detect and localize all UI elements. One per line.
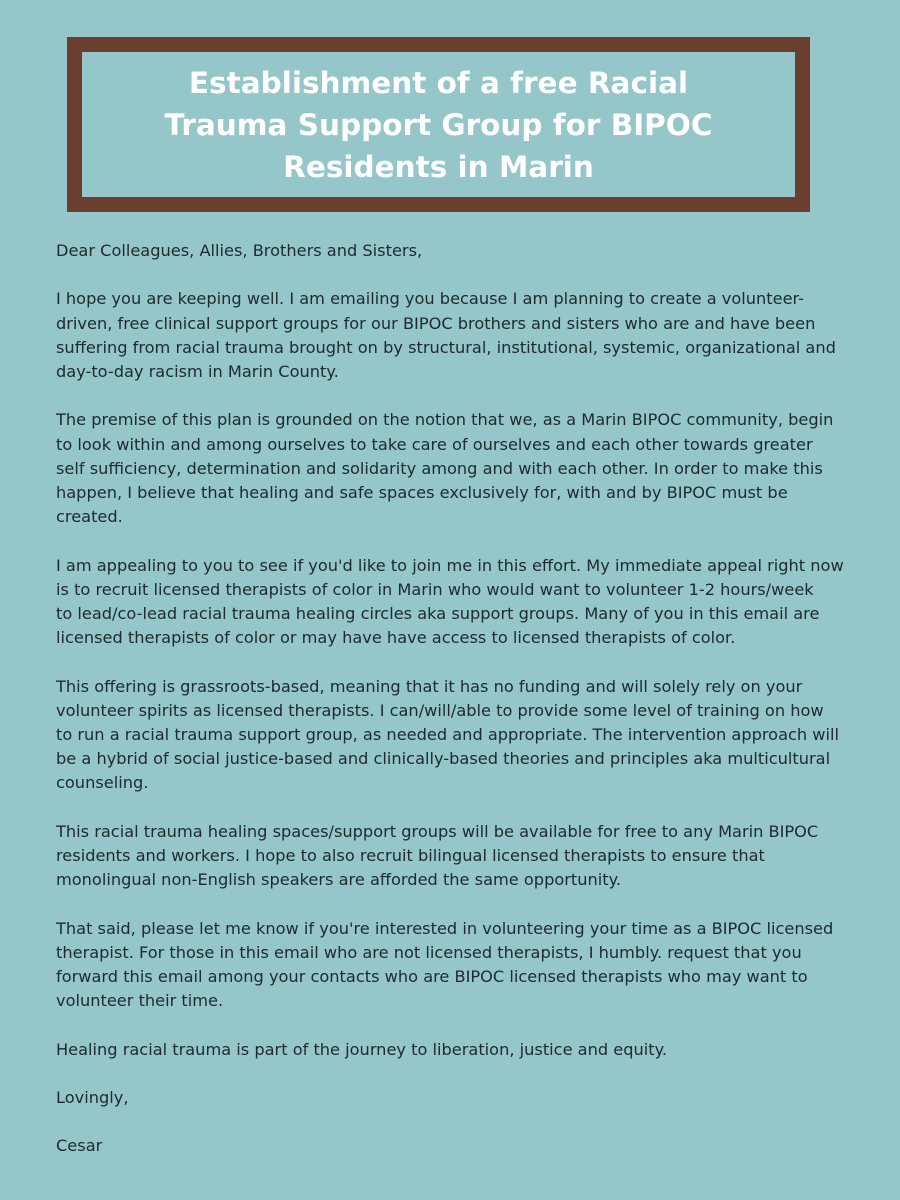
paragraph-line: day-to-day racism in Marin County. [56, 362, 339, 381]
signature [56, 1134, 856, 1158]
paragraph-line: counseling. [56, 773, 149, 793]
paragraph-line: licensed therapists of color or may have have access to licensed therapists of color. [56, 628, 736, 648]
paragraph-line: That said, please let me know if you're interested in volunteering your time as a BIPOC licensed [56, 918, 834, 938]
paragraph-6 [56, 917, 856, 1014]
title-line-3: Residents in Marin [283, 149, 594, 184]
paragraph-line: to look within and among ourselves to take care of ourselves and each other towards greater [56, 434, 813, 454]
paragraph-line: self sufficiency, determination and solidarity among and with each other. In order to make this [56, 458, 823, 478]
title-line-1: Establishment of a free Racial [188, 65, 689, 100]
paragraph-line: to lead/co-lead racial trauma healing circles aka support groups. Many of you in this email are [56, 604, 820, 623]
paragraph-line: driven, free clinical support groups for our BIPOC brothers and sisters who are and have been [56, 313, 816, 333]
paragraph-line: monolingual non-English speakers are afforded the same opportunity. [56, 870, 622, 890]
paragraph-line: This offering is grassroots-based, meaning that it has no funding and will solely rely on your [56, 676, 803, 696]
paragraph-1 [56, 287, 856, 384]
paragraph-line: created. [56, 507, 123, 527]
paragraph-line: This racial trauma healing spaces/support groups will be available for free to any Marin BIPOC [56, 821, 819, 841]
closing [56, 1086, 856, 1110]
paragraph-line: forward this email among your contacts who are BIPOC licensed therapists who may want to [56, 967, 808, 986]
paragraph-7 [56, 1038, 856, 1062]
title-banner [67, 37, 810, 212]
paragraph-line: volunteer their time. [56, 991, 224, 1011]
closing-text: Lovingly, [56, 1087, 129, 1107]
paragraph-line: Healing racial trauma is part of the journey to liberation, justice and equity. [56, 1039, 668, 1059]
paragraph-line: The premise of this plan is grounded on the notion that we, as a Marin BIPOC community, begin [56, 410, 834, 430]
paragraph-line: to run a racial trauma support group, as needed and appropriate. The intervention approach will [56, 725, 840, 744]
paragraph-line: is to recruit licensed therapists of color in Marin who would want to volunteer 1-2 hours/week [56, 579, 814, 599]
paragraph-2 [56, 408, 856, 529]
paragraph-line: happen, I believe that healing and safe spaces exclusively for, with and by BIPOC must be [56, 483, 788, 502]
paragraph-5 [56, 820, 856, 893]
paragraph-line: therapist. For those in this email who are not licensed therapists, I humbly. request that you [56, 942, 802, 962]
paragraph-line: volunteer spirits as licensed therapists. I can/will/able to provide some level of training on how [56, 700, 824, 720]
paragraph-4 [56, 675, 856, 796]
paragraph-3 [56, 554, 856, 651]
salutation [56, 239, 856, 263]
salutation-text: Dear Colleagues, Allies, Brothers and Sisters, [56, 241, 423, 260]
signature-text: Cesar [56, 1136, 103, 1156]
title-line-2: Trauma Support Group for BIPOC [164, 107, 713, 142]
paragraph-line: I am appealing to you to see if you'd like to join me in this effort. My immediate appeal right now [56, 555, 844, 575]
paragraph-line: be a hybrid of social justice-based and clinically-based theories and principles aka multicultural [56, 749, 831, 769]
paragraph-line: suffering from racial trauma brought on by structural, institutional, systemic, organizational and [56, 337, 836, 357]
letter-body [56, 239, 856, 1159]
paragraph-line: I hope you are keeping well. I am emailing you because I am planning to create a volunteer- [56, 289, 804, 309]
paragraph-line: residents and workers. I hope to also recruit bilingual licensed therapists to ensure that [56, 846, 765, 865]
